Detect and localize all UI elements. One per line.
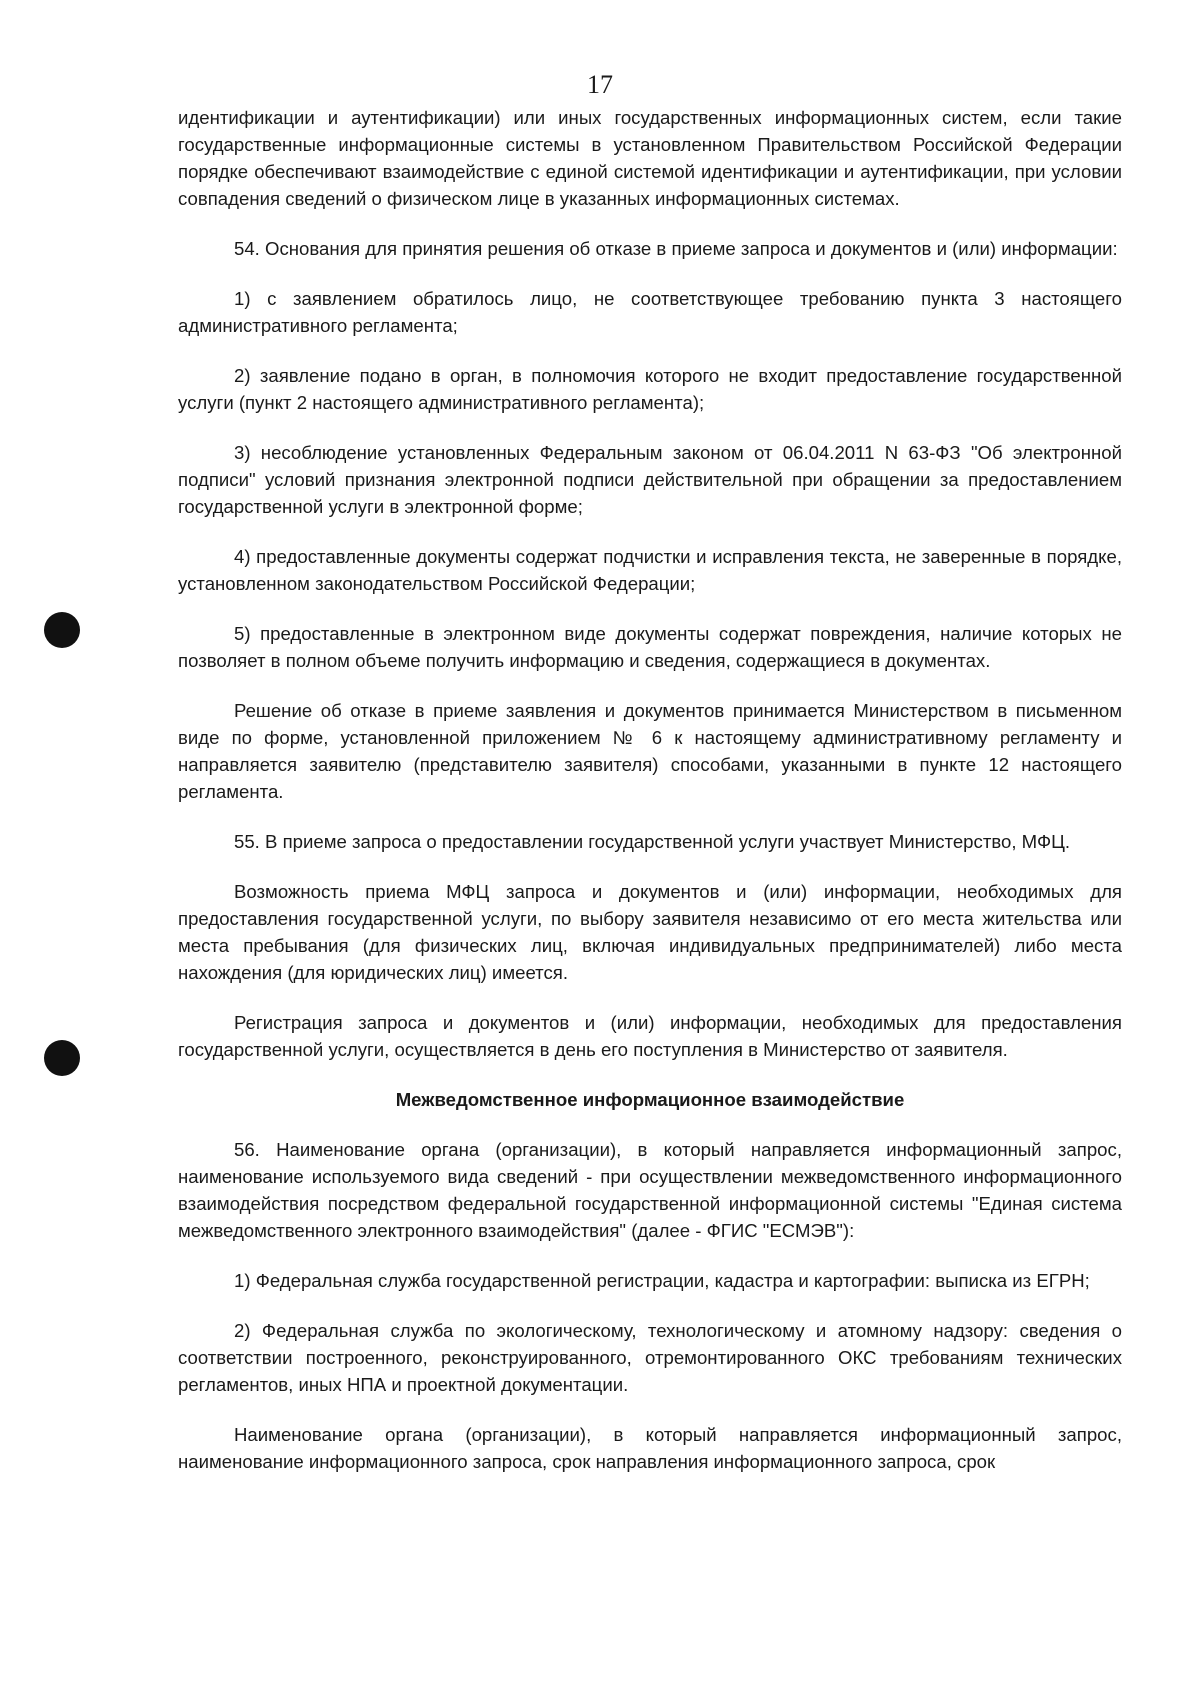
clause-54-item-1: 1) с заявлением обратилось лицо, не соответствующее требованию пункта 3 настоящего административного регламента;: [178, 288, 1122, 336]
clause-54: 54. Основания для принятия решения об отказе в приеме запроса и документов и (или) информации:: [234, 238, 1118, 259]
mfc-paragraph: Возможность приема МФЦ запроса и документов и (или) информации, необходимых для предоставления государственной услуги, по выбору заявителя независимо от его места жительства или места пребывания (для физических лиц, включая индивидуальных предпринимателей) либо места нахождения (для юридических лиц) имеется.: [178, 881, 1122, 983]
closing-paragraph: Наименование органа (организации), в который направляется информационный запрос, наименование информационного запроса, срок направления информационного запроса, срок: [178, 1424, 1122, 1472]
clause-55: 55. В приеме запроса о предоставлении государственной услуги участвует Министерство, МФЦ.: [234, 831, 1071, 852]
punch-hole: [44, 612, 80, 648]
clause-56-item-2: 2) Федеральная служба по экологическому, технологическому и атомному надзору: сведения о соответствии построенного, реконструированного, отремонтированного ОКС требованиям технических регламентов, иных НПА и проектной документации.: [178, 1320, 1122, 1395]
refusal-paragraph: Решение об отказе в приеме заявления и документов принимается Министерством в письменном виде по форме, установленной приложением № 6 к настоящему административному регламенту и направляется заявителю (представителю заявителя) способами, указанными в пункте 12 настоящего регламента.: [178, 700, 1122, 802]
document-body: [178, 104, 1122, 1498]
intro-paragraph: идентификации и аутентификации) или иных государственных информационных систем, если такие государственные информационные системы в установленном Правительством Российской Федерации порядке обеспечивают взаимодействие с единой системой идентификации и аутентификации, при условии совпадения сведений о физическом лице в указанных информационных системах.: [178, 107, 1122, 209]
page-number: 17: [587, 70, 613, 99]
clause-54-item-2: 2) заявление подано в орган, в полномочия которого не входит предоставление государственной услуги (пункт 2 настоящего административного регламента);: [178, 365, 1122, 413]
clause-56: 56. Наименование органа (организации), в который направляется информационный запрос, наименование используемого вида сведений - при осуществлении межведомственного информационного взаимодействия посредством федеральной государственной информационной системы "Единая система межведомственного электронного взаимодействия" (далее - ФГИС "ЕСМЭВ"):: [178, 1139, 1122, 1241]
section-heading: Межведомственное информационное взаимодействие: [395, 1089, 905, 1110]
clause-54-item-4: 4) предоставленные документы содержат подчистки и исправления текста, не заверенные в порядке, установленном законодательством Российской Федерации;: [178, 546, 1122, 594]
clause-54-item-3: 3) несоблюдение установленных Федеральным законом от 06.04.2011 N 63-ФЗ "Об электронной подписи" условий признания электронной подписи действительной при обращении за предоставлением государственной услуги в электронной форме;: [178, 442, 1122, 517]
clause-56-item-1: 1) Федеральная служба государственной регистрации, кадастра и картографии: выписка из ЕГРН;: [234, 1270, 1090, 1291]
punch-hole: [44, 1040, 80, 1076]
registration-paragraph: Регистрация запроса и документов и (или) информации, необходимых для предоставления государственной услуги, осуществляется в день его поступления в Министерство от заявителя.: [178, 1012, 1122, 1060]
clause-54-item-5: 5) предоставленные в электронном виде документы содержат повреждения, наличие которых не позволяет в полном объеме получить информацию и сведения, содержащиеся в документах.: [178, 623, 1122, 671]
